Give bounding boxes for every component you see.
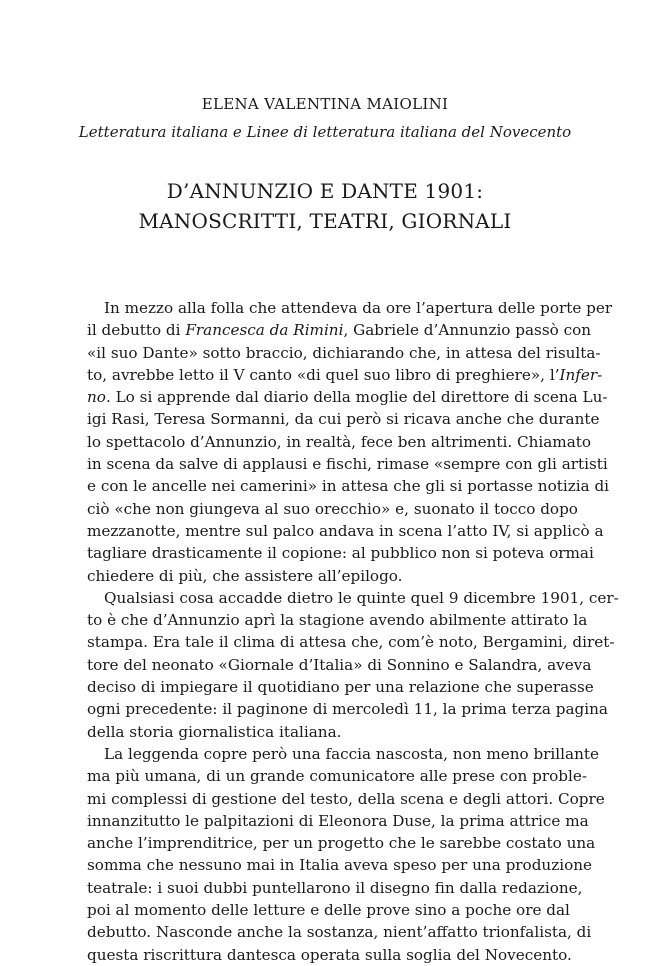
text-line: della storia giornalistica italiana. <box>87 722 342 741</box>
text-line: poi al momento delle letture e delle prove sino a poche ore dal <box>87 901 570 920</box>
text-line: ciò «che non giungeva al suo orecchio» e, suonato il tocco dopo <box>87 499 578 518</box>
text-line: no. Lo si apprende dal diario della moglie del direttore di scena Lu- <box>87 388 608 407</box>
article-body <box>87 297 619 966</box>
title-line-2: MANOSCRITTI, TEATRI, GIORNALI <box>138 209 512 233</box>
text-line: to è che d’Annunzio aprì la stagione avendo abilmente attirato la <box>87 611 588 630</box>
text-line: il debutto di Francesca da Rimini, Gabriele d’Annunzio passò con <box>87 321 592 340</box>
text-line: teatrale: i suoi dubbi puntellarono il disegno fin dalla redazione, <box>87 878 583 897</box>
author-affiliation: Letteratura italiana e Linee di letteratura italiana del Novecento <box>78 123 572 141</box>
text-line: Qualsiasi cosa accadde dietro le quinte quel 9 dicembre 1901, cer- <box>104 588 619 607</box>
text-line: mi complessi di gestione del testo, della scena e degli attori. Copre <box>87 789 605 808</box>
text-line: In mezzo alla folla che attendeva da ore l’apertura delle porte per <box>104 299 613 317</box>
title-line-1: D’ANNUNZIO E DANTE 1901: <box>166 179 484 203</box>
text-line: lo spettacolo d’Annunzio, in realtà, fece ben altrimenti. Chiamato <box>87 432 591 451</box>
text-line: innanzitutto le palpitazioni di Eleonora Duse, la prima attrice ma <box>87 811 589 830</box>
paragraph-1 <box>87 297 613 587</box>
text-line: mezzanotte, mentre sul palco andava in scena l’atto IV, si applicò a <box>87 521 604 540</box>
text-line: chiedere di più, che assistere all’epilogo. <box>87 566 403 585</box>
text-line: questa riscrittura dantesca operata sulla soglia del Novecento. <box>87 945 572 964</box>
text-line: debutto. Nasconde anche la sostanza, nient’affatto trionfalista, di <box>87 923 592 942</box>
text-line: somma che nessuno mai in Italia aveva speso per una produzione <box>87 856 592 875</box>
text-line: stampa. Era tale il clima di attesa che, com’è noto, Bergamini, diret- <box>87 633 615 652</box>
paragraph-3 <box>87 743 605 966</box>
text-line: deciso di impiegare il quotidiano per una relazione che superasse <box>87 678 594 697</box>
text-line: ogni precedente: il paginone di mercoledì 11, la prima terza pagina <box>87 700 608 719</box>
author-name: ELENA VALENTINA MAIOLINI <box>201 95 449 113</box>
text-line: «il suo Dante» sotto braccio, dichiarando che, in attesa del risulta- <box>87 343 601 362</box>
text-line: tore del neonato «Giornale d’Italia» di Sonnino e Salandra, aveva <box>87 655 592 674</box>
paragraph-2 <box>87 587 619 743</box>
text-line: La leggenda copre però una faccia nascosta, non meno brillante <box>104 744 599 763</box>
article-title <box>0 176 650 236</box>
text-line: to, avrebbe letto il V canto «di quel suo libro di preghiere», l’Infer- <box>87 365 603 384</box>
text-line: anche l’imprenditrice, per un progetto che le sarebbe costato una <box>87 834 596 853</box>
text-line: in scena da salve di applausi e fischi, rimase «sempre con gli artisti <box>87 455 608 474</box>
work-title-italic: Francesca da Rimini <box>185 321 344 340</box>
text-line: e con le ancelle nei camerini» in attesa che gli si portasse notizia di <box>87 477 610 496</box>
text-line: igi Rasi, Teresa Sormanni, da cui però si ricava anche che durante <box>87 410 600 429</box>
text-line: ma più umana, di un grande comunicatore alle prese con proble- <box>87 767 587 786</box>
work-title-italic: Infer- <box>559 365 603 384</box>
work-title-italic: no <box>87 388 106 407</box>
text-line: tagliare drasticamente il copione: al pubblico non si poteva ormai <box>87 544 594 563</box>
